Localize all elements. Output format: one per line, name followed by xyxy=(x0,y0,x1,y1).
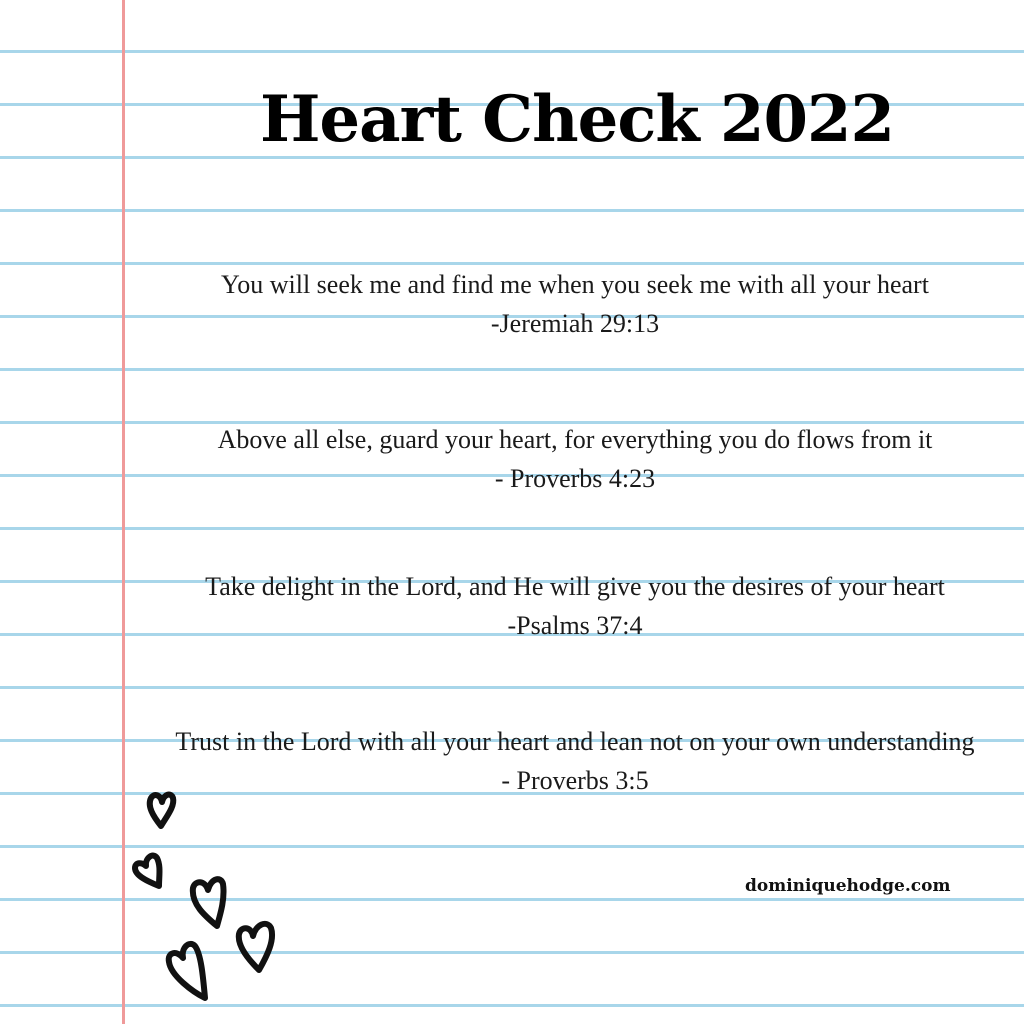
heart-doodle-icon xyxy=(169,944,205,998)
verse-reference: - Proverbs 4:23 xyxy=(494,464,656,493)
heart-doodle-icon xyxy=(150,795,174,826)
verse-text: You will seek me and find me when you seek me with all your heart xyxy=(221,270,929,299)
hearts-doodle xyxy=(125,780,305,1020)
verse-text: Take delight in the Lord, and He will give you the desires of your heart xyxy=(205,572,945,601)
verse-text: Trust in the Lord with all your heart and lean not on your own understanding xyxy=(175,727,975,756)
heart-doodle-icon xyxy=(135,856,160,886)
website-credit: dominiquehodge.com xyxy=(745,876,951,896)
verse-text: Above all else, guard your heart, for everything you do flows from it xyxy=(217,425,933,454)
heart-doodle-icon xyxy=(239,924,272,970)
verse-block xyxy=(130,420,1020,498)
verse-reference: - Proverbs 3:5 xyxy=(501,766,649,795)
verse-block xyxy=(130,567,1020,645)
verse-block xyxy=(130,265,1020,343)
page-title: Heart Check 2022 xyxy=(259,82,895,157)
verse-reference: -Jeremiah 29:13 xyxy=(490,309,660,338)
verse-reference: -Psalms 37:4 xyxy=(507,611,643,640)
heart-doodle-icon xyxy=(193,879,224,926)
